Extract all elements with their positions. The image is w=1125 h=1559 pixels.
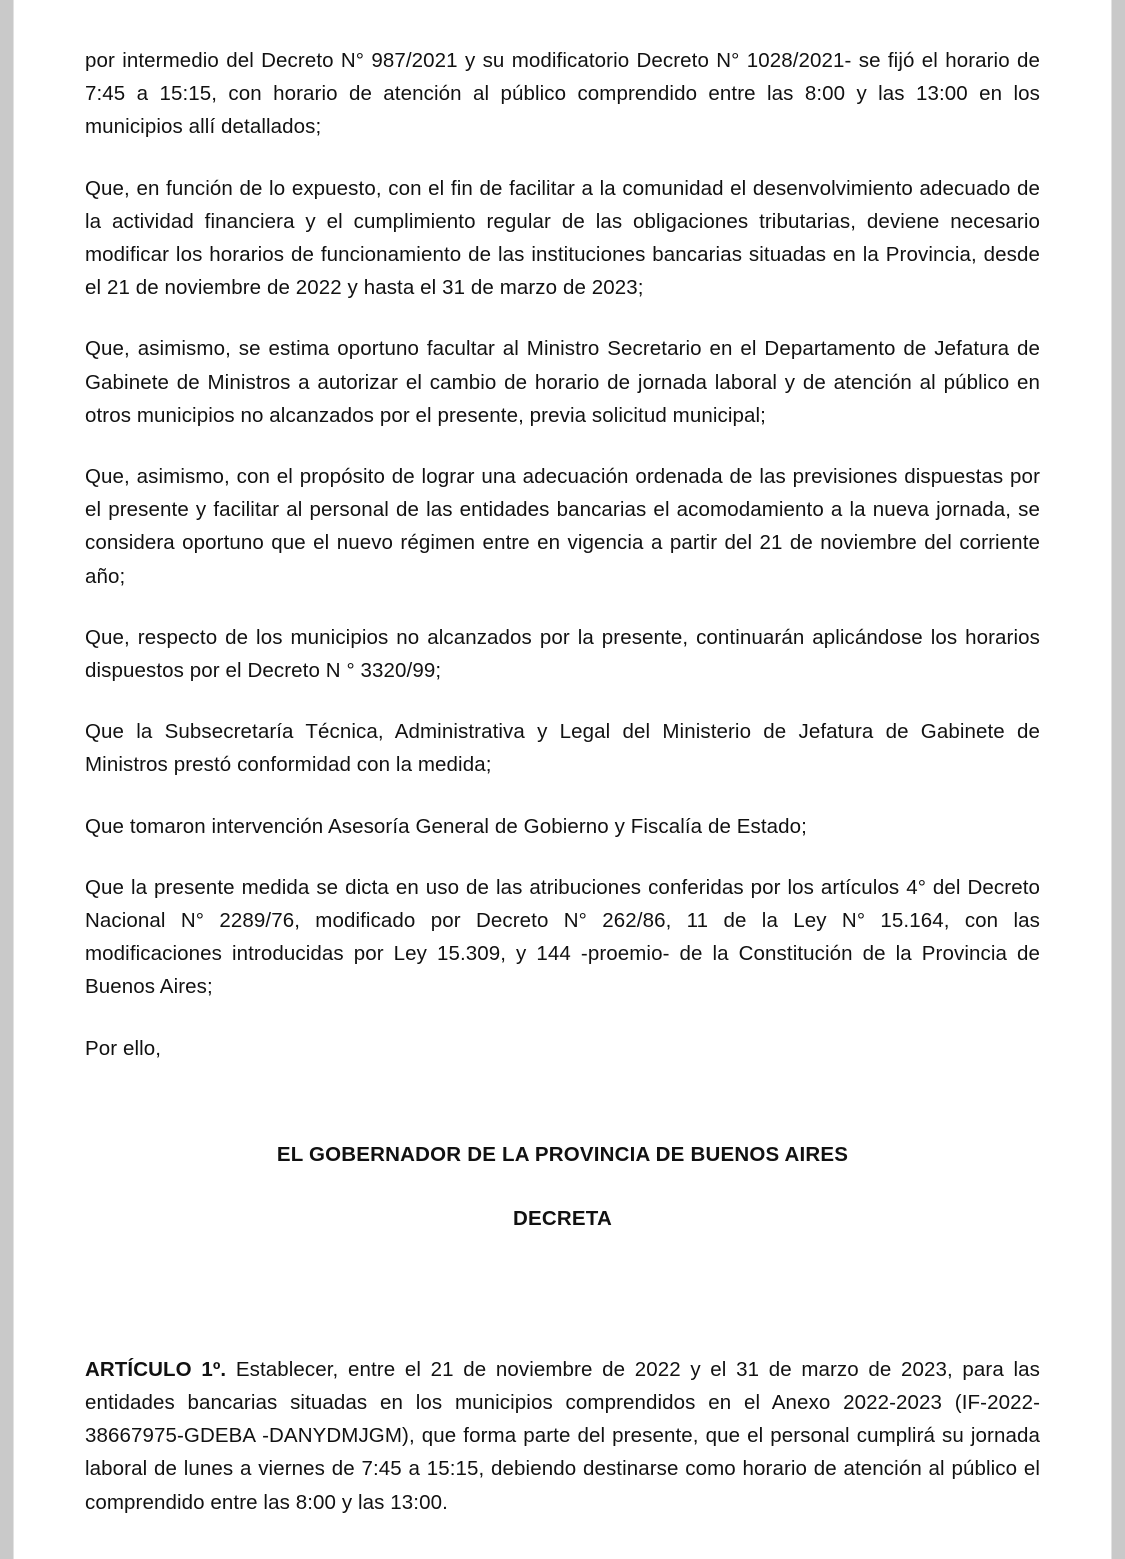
article-1-label: ARTÍCULO 1º. — [85, 1357, 227, 1381]
article-1-text: Establecer, entre el 21 de noviembre de 2022 y el 31 de marzo de 2023, para las entidades bancarias situadas en los municipios comprendidos en el Anexo 2022-2023 (IF-2022-38667975-GDEBA -DANYDMJGM), que forma parte del presente, que el personal cumplirá su jornada laboral de lunes a viernes de 7:45 a 15:15, debiendo destinarse como horario de atención al público el comprendido entre las 8:00 y las 13:00. — [85, 1357, 1040, 1514]
paragraph: Que, asimismo, se estima oportuno facultar al Ministro Secretario en el Departamento de Jefatura de Gabinete de Ministros a autorizar el cambio de horario de jornada laboral y de atención al público en otros municipios no alcanzados por el presente, previa solicitud municipal; — [85, 337, 1040, 427]
paragraph: Que, respecto de los municipios no alcanzados por la presente, continuarán aplicándose los horarios dispuestos por el Decreto N ° 3320/99; — [85, 625, 1040, 683]
paragraph-por-ello: Por ello, — [85, 1036, 162, 1060]
document-page — [14, 0, 1111, 1559]
paragraph: Que tomaron intervención Asesoría General de Gobierno y Fiscalía de Estado; — [85, 814, 807, 838]
paragraph: Que la presente medida se dicta en uso de las atribuciones conferidas por los artículos 4° del Decreto Nacional N° 2289/76, modificado por Decreto N° 262/86, 11 de la Ley N° 15.164, con las modificaciones introducidas por Ley 15.309, y 144 -proemio- de la Constitución de la Provincia de Buenos Aires; — [85, 875, 1040, 999]
heading-governor: EL GOBERNADOR DE LA PROVINCIA DE BUENOS AIRES — [276, 1142, 849, 1166]
decree-headings — [85, 1143, 1040, 1231]
article-1 — [85, 1353, 1040, 1519]
document-body — [85, 44, 1040, 1519]
paragraph: Que la Subsecretaría Técnica, Administrativa y Legal del Ministerio de Jefatura de Gabinete de Ministros prestó conformidad con la medida; — [85, 720, 1040, 777]
paragraph: por intermedio del Decreto N° 987/2021 y su modificatorio Decreto N° 1028/2021- se fijó el horario de 7:45 a 15:15, con horario de atención al público comprendido entre las 8:00 y las 13:00 en los municipios allí detallados; — [85, 49, 1040, 139]
paragraph: Que, asimismo, con el propósito de lograr una adecuación ordenada de las previsiones dispuestas por el presente y facilitar al personal de las entidades bancarias el acomodamiento a la nueva jornada, se considera oportuno que el nuevo régimen entre en vigencia a partir del 21 de noviembre del corriente año; — [85, 465, 1040, 588]
paragraph: Que, en función de lo expuesto, con el fin de facilitar a la comunidad el desenvolvimiento adecuado de la actividad financiera y el cumplimiento regular de las obligaciones tributarias, deviene necesario modificar los horarios de funcionamiento de las instituciones bancarias situadas en la Provincia, desde el 21 de noviembre de 2022 y hasta el 31 de marzo de 2023; — [85, 176, 1040, 300]
article-1-paragraph — [85, 1353, 1040, 1519]
heading-decreta: DECRETA — [513, 1206, 612, 1230]
